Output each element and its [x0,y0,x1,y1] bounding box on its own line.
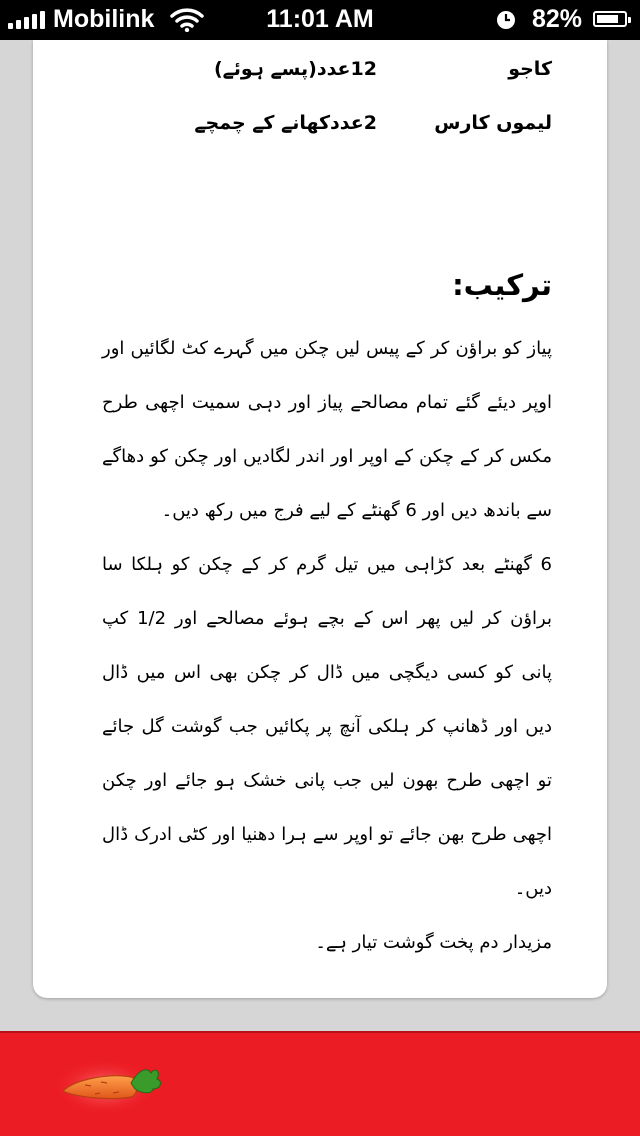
battery-percent: 82% [532,5,583,33]
method-text [102,322,552,970]
ingredient-name: کاجو [508,58,552,80]
bottom-banner [0,1031,640,1136]
status-bar [0,0,640,40]
ingredient-row [33,112,607,152]
battery-icon [593,11,627,27]
ingredient-quantity: 2عددکھانے کے چمچے [194,112,377,134]
carrier-name: Mobilink [53,5,155,33]
clock: 11:01 AM [266,5,374,33]
method-paragraph: پیاز کو براؤن کر کے پیس لیں چکن میں گہرے کٹ لگائیں اور اوپر دیئے گئے تمام مصالحے پیاز اور دہی سمیت اچھی طرح مکس کر کے چکن کے اوپر اور اندر لگادیں اور چکن کو دھاگے سے باندھ دیں اور 6 گھنٹے کے لیے فرج میں رکھ دیں۔ [102,338,552,521]
method-paragraph: 6 گھنٹے بعد کڑاہی میں تیل گرم کر کے چکن کو ہلکا سا براؤن کر لیں پھر اس کے بچے ہوئے مصالحے اور 1/2 کپ پانی کو کسی دیگچی میں ڈال کر چکن بھی اس میں ڈال دیں اور ڈھانپ کر ہلکی آنچ پر پکائیں جب گوشت گل جائے تو اچھی طرح بھون لیں جب پانی خشک ہو جائے اور چکن اچھی طرح بھن جائے تو اوپر سے ہرا دھنیا اور کٹی ادرک ڈال دیں۔ [102,554,552,899]
ingredient-quantity: 12عدد(پسے ہوئے) [213,58,377,80]
ingredient-row [33,58,607,98]
method-paragraph: مزیدار دم پخت گوشت تیار ہے۔ [315,932,552,953]
method-heading: ترکیب: [452,268,552,302]
carrot-icon[interactable] [55,1055,165,1115]
alarm-clock-icon [495,9,517,31]
ingredient-name: لیموں کارس [434,112,552,134]
recipe-content-card[interactable] [33,40,607,998]
